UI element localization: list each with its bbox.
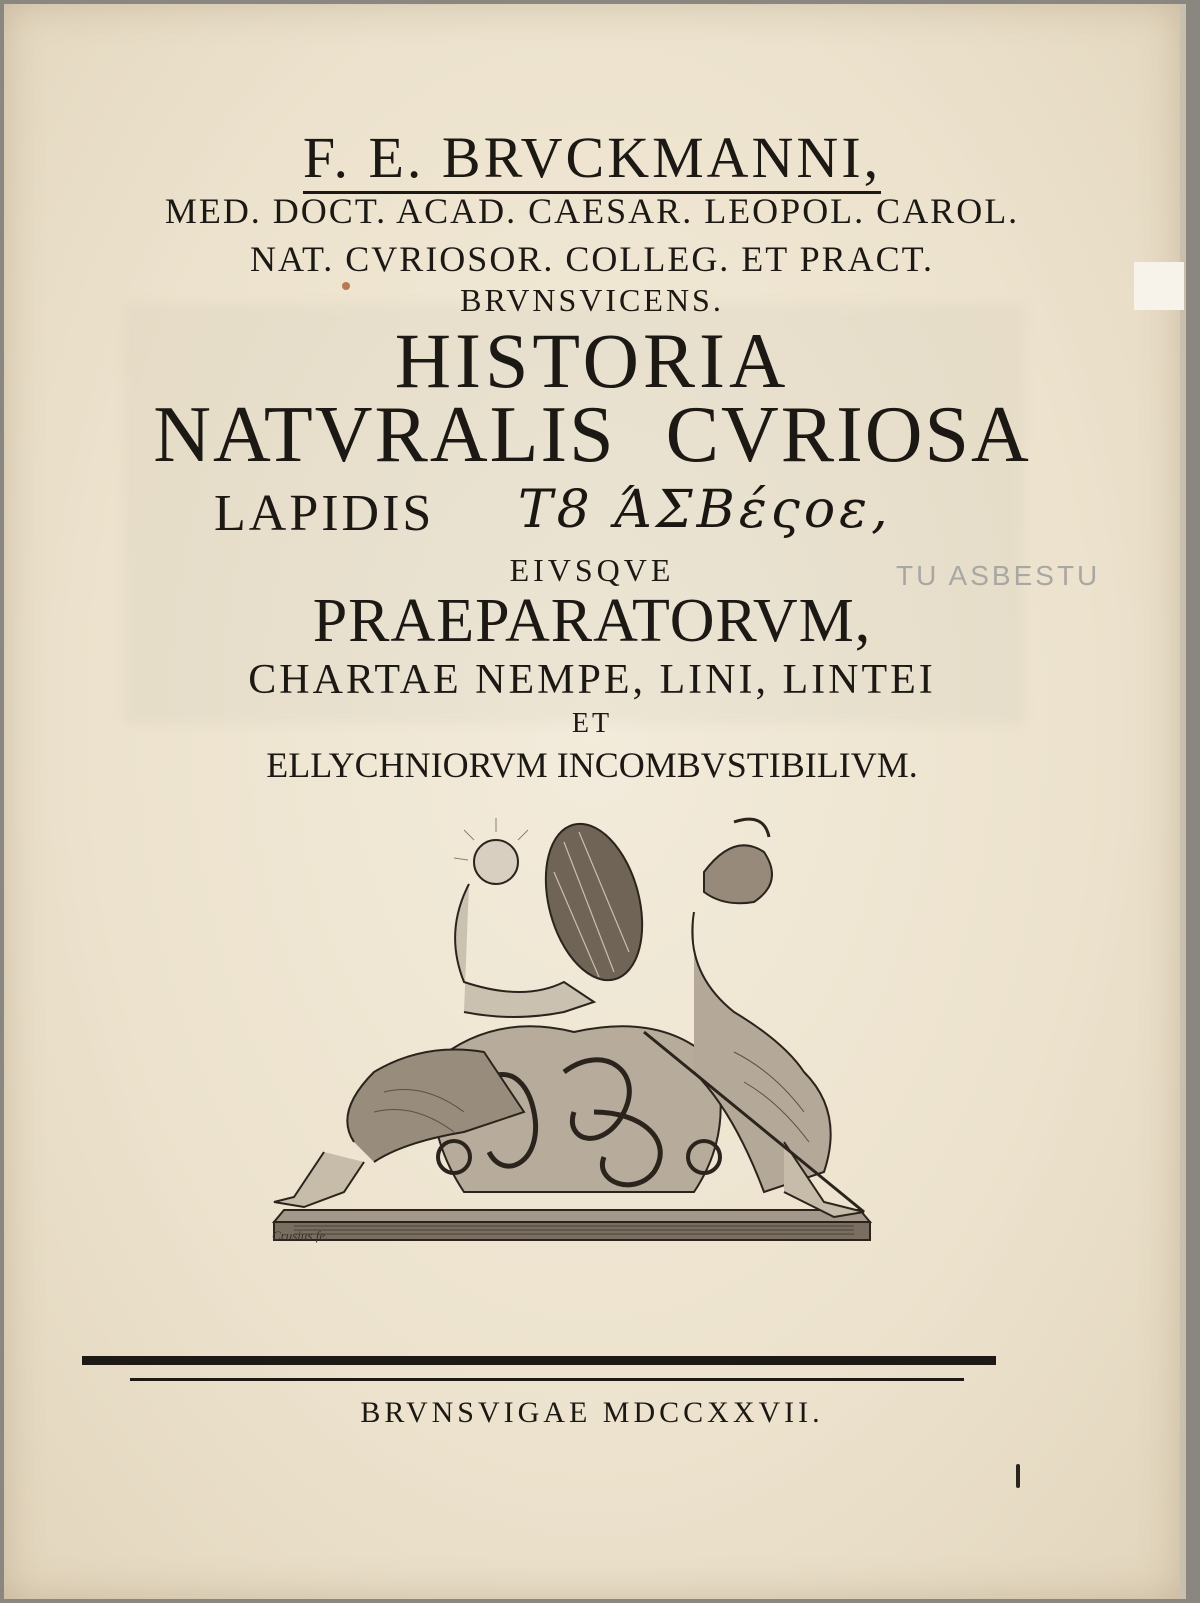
author-name: F. E. BRVCKMANNI,	[303, 125, 881, 194]
et-line: ET	[571, 708, 613, 739]
praeparatorum-line: PRAEPARATORVM,	[312, 587, 872, 655]
credentials-line-1: MED. DOCT. ACAD. CAESAR. LEOPOL. CAROL.	[164, 191, 1020, 231]
lapidis-word: LAPIDIS	[214, 485, 435, 542]
pencil-annotation: TU ASBESTU	[896, 560, 1101, 591]
engraver-signature: Crusius fe.	[272, 1228, 329, 1243]
handwritten-greek-word: Τ8 ΆΣΒέςοε,	[518, 480, 892, 540]
title-line-2: NATVRALIS CVRIOSA	[153, 391, 1031, 479]
allegorical-figures-with-monogram-icon	[264, 812, 880, 1244]
thick-rule	[82, 1356, 996, 1365]
title-page	[4, 4, 1186, 1599]
title-line-1: HISTORIA	[394, 317, 790, 404]
subtitle-line: CHARTAE NEMPE, LINI, LINTEI	[248, 657, 936, 703]
author-line	[4, 124, 1180, 191]
credentials-line-2: NAT. CVRIOSOR. COLLEG. ET PRACT.	[249, 239, 935, 279]
thin-rule	[130, 1378, 964, 1381]
credentials-line-3: BRVNSVICENS.	[460, 282, 724, 318]
imprint: BRVNSVIGAE MDCCXXVII.	[360, 1396, 824, 1429]
subtitle-end-line: ELLYCHNIORVM INCOMBVSTIBILIVM.	[266, 745, 918, 785]
ink-mark	[1016, 1464, 1020, 1488]
eiusque-line: EIVSQVE	[509, 552, 675, 588]
